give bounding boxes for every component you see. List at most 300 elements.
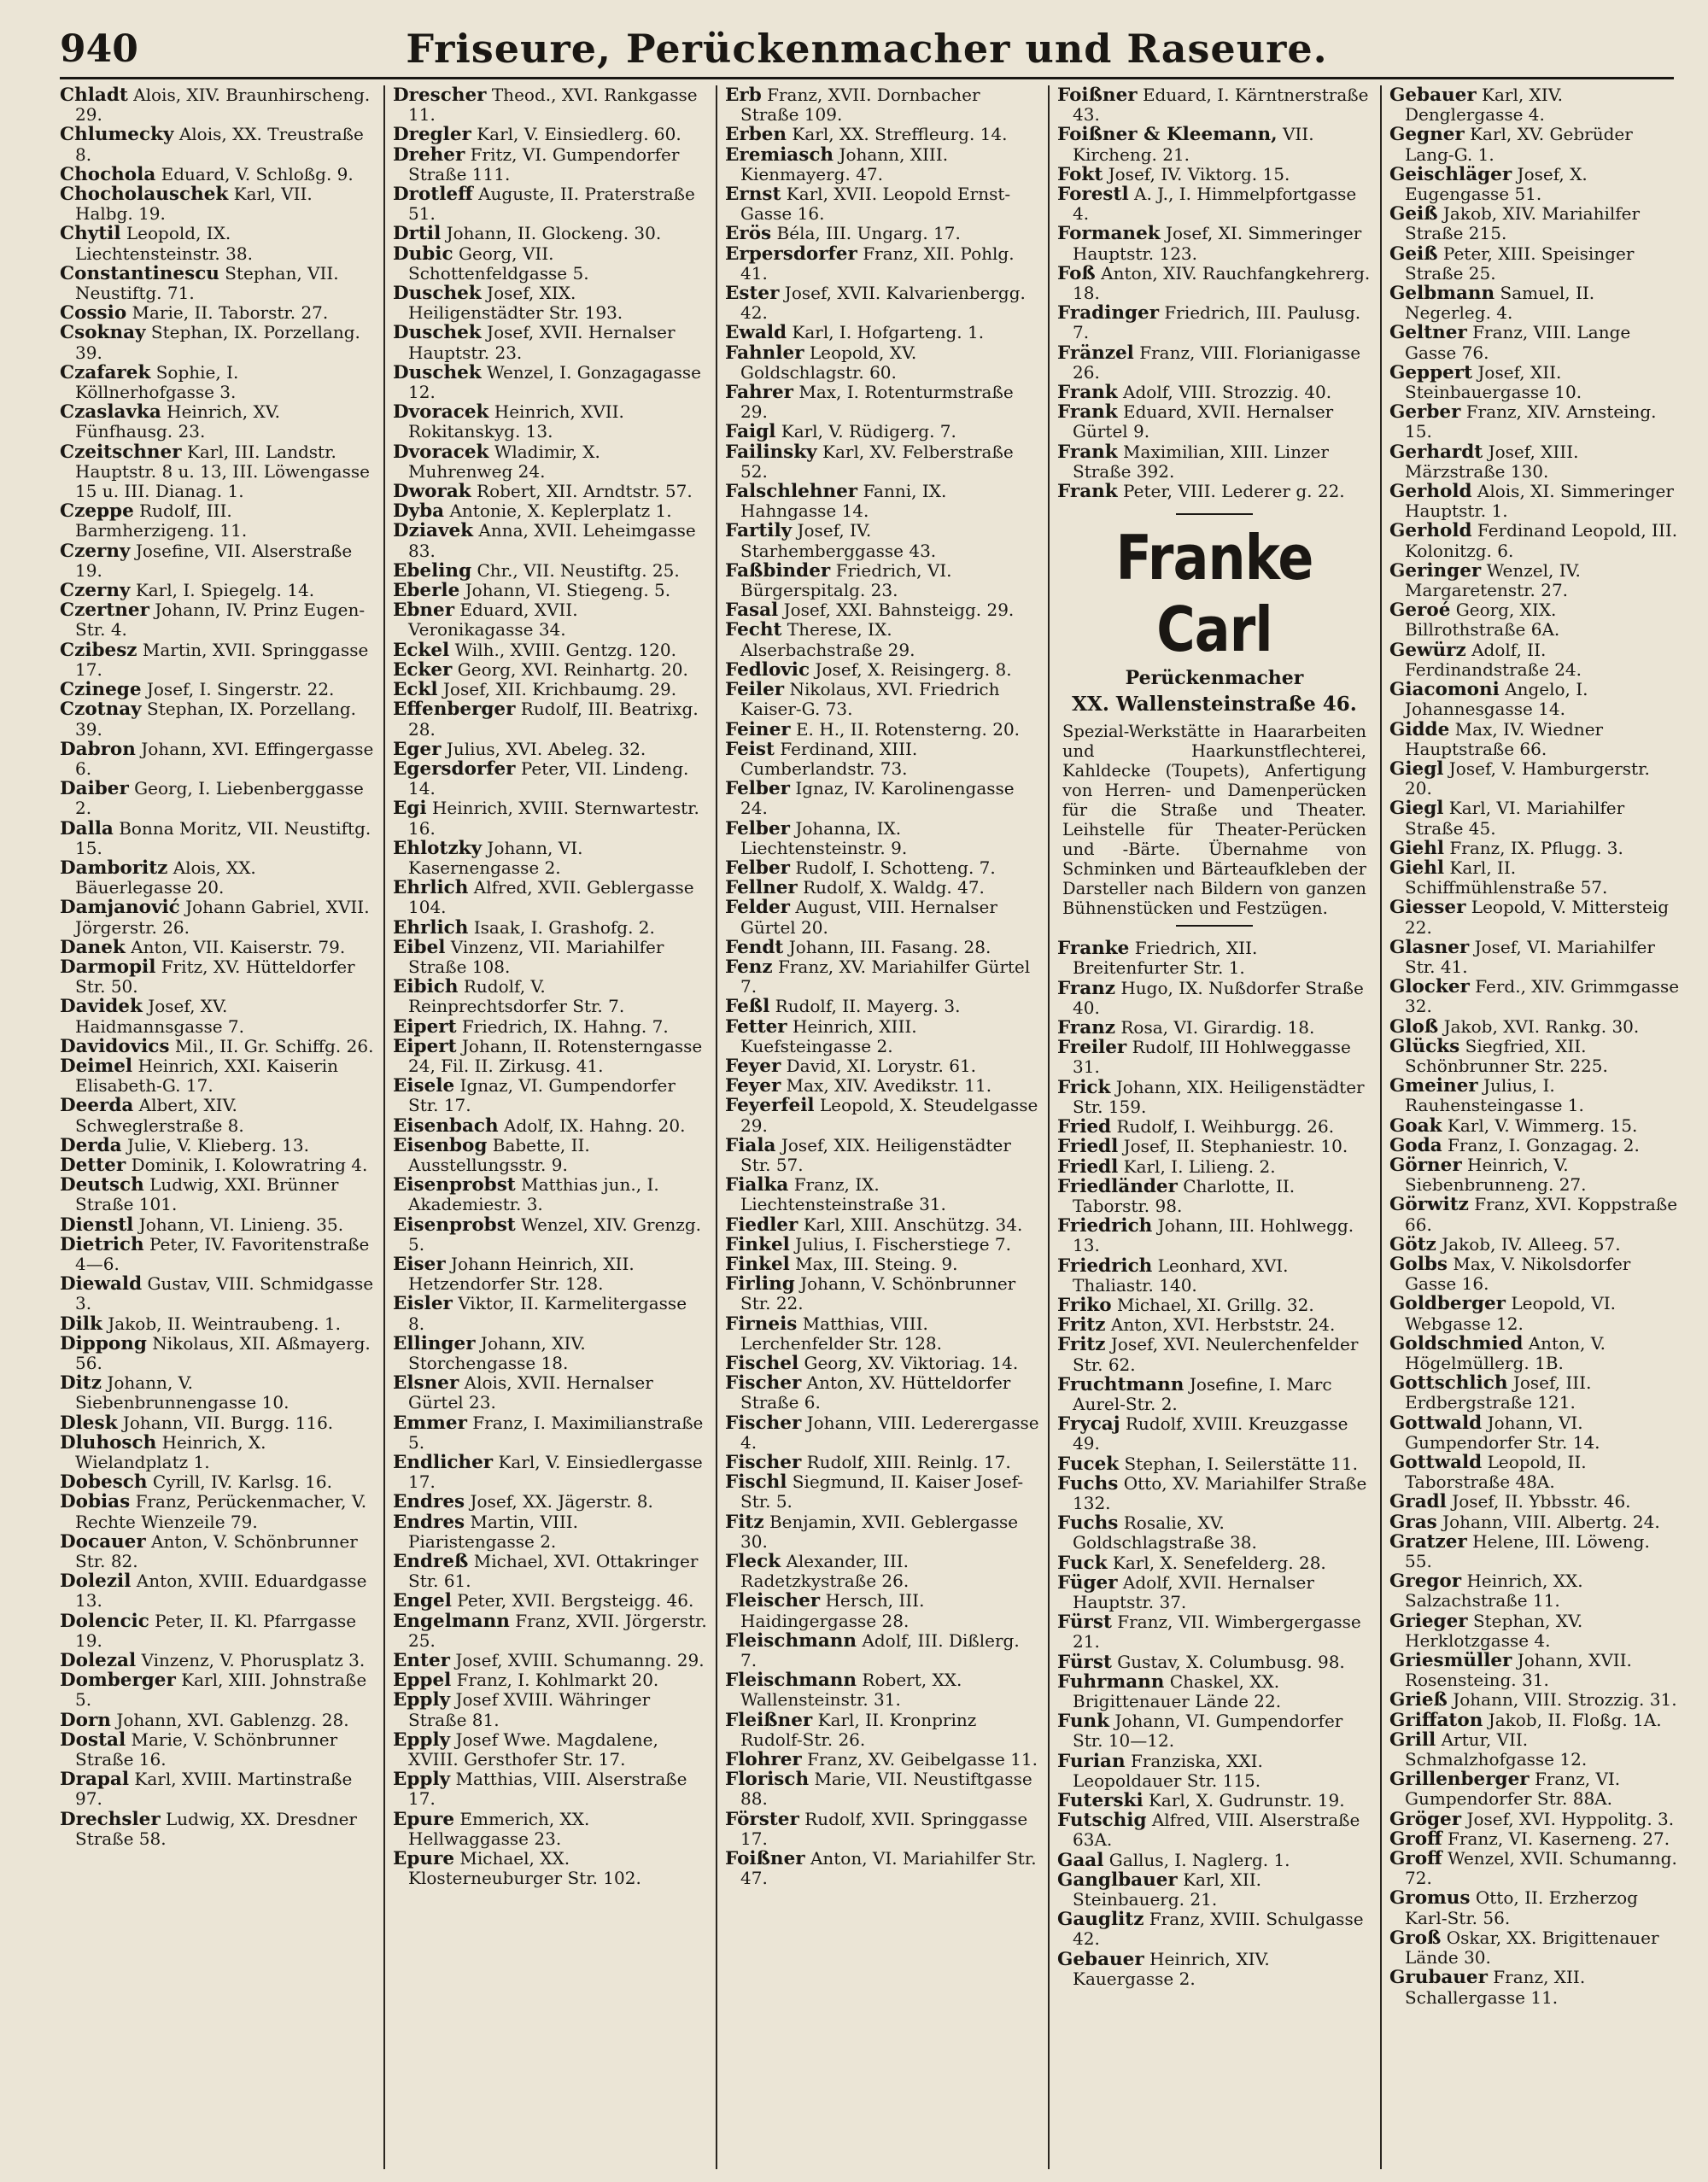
entry-surname: Drtil [393, 223, 442, 245]
entry-details: Heinrich, XIV. Kauergasse 2. [1073, 1948, 1270, 1989]
directory-entry [60, 303, 374, 323]
entry-details: Adolf, XVII. Hernalser Hauptstr. 37. [1073, 1571, 1314, 1612]
entry-details: Alois, XI. Simmeringer Hauptstr. 1. [1405, 481, 1674, 522]
entry-details: Josef, XII. Steinbauergasse 10. [1405, 361, 1582, 403]
entry-details: Nikolaus, XVI. Friedrich Kaiser-G. 73. [740, 679, 1000, 720]
entry-surname: Erös [725, 223, 772, 245]
directory-entry [1389, 1235, 1680, 1255]
directory-entry [1389, 938, 1680, 977]
directory-entry [1057, 482, 1372, 501]
entry-surname: Drescher [393, 85, 487, 106]
entry-details: Josef, VI. Mariahilfer Str. 41. [1405, 936, 1655, 977]
entry-surname: Formanek [1057, 223, 1161, 245]
directory-entry [393, 581, 707, 600]
entry-surname: Ecker [393, 658, 453, 681]
entry-surname: Goda [1389, 1134, 1442, 1156]
entry-details: Julius, I. Fischerstiege 7. [795, 1233, 1011, 1255]
entry-surname: Gottwald [1389, 1452, 1483, 1474]
directory-entry [725, 858, 1039, 878]
entry-details: Franz, XVII. Dornbacher Straße 109. [740, 85, 980, 126]
directory-entry [393, 1591, 707, 1611]
entry-details: Adolf, II. Ferdinandstraße 24. [1405, 639, 1582, 680]
entry-surname: Friedl [1057, 1136, 1119, 1158]
directory-entry [1389, 1730, 1680, 1770]
directory-entry [60, 1433, 374, 1472]
directory-entry [1057, 1474, 1372, 1513]
entry-surname: Fiedler [725, 1214, 798, 1236]
entry-details: Alois, XVII. Hernalser Gürtel 23. [408, 1372, 653, 1413]
directory-entry [393, 284, 707, 323]
entry-details: Josef, XIX. Heiligenstädter Str. 57. [740, 1134, 1011, 1175]
entry-surname: Fucek [1057, 1453, 1120, 1475]
entry-details: Karl, XIII. Johnstraße 5. [75, 1670, 367, 1711]
entry-details: Johann, VIII. Lederergasse 4. [740, 1412, 1039, 1453]
directory-entry [393, 521, 707, 560]
entry-details: Heinrich, XV. Fünfhausg. 23. [75, 401, 280, 442]
entry-surname: Friedrich [1057, 1215, 1153, 1237]
directory-entry [1389, 482, 1680, 521]
directory-entry [725, 1770, 1039, 1809]
entry-details: Auguste, II. Praterstraße 51. [408, 184, 695, 225]
entry-details: Robert, XII. Arndtstr. 57. [477, 481, 693, 502]
entry-details: Heinrich, XVII. Rokitanskyg. 13. [408, 401, 624, 442]
entry-details: Adolf, III. Dißlerg. 7. [740, 1629, 1020, 1671]
entry-surname: Giehl [1389, 857, 1445, 879]
entry-surname: Diewald [60, 1273, 143, 1296]
entry-surname: Dolencic [60, 1610, 149, 1632]
entry-details: Karl, XII. Steinbauerg. 21. [1073, 1869, 1262, 1910]
entry-surname: Fecht [725, 619, 782, 641]
entry-details: Emmerich, XX. Hellwaggasse 23. [408, 1808, 590, 1849]
column-4 [1057, 85, 1372, 2169]
directory-entry [60, 165, 374, 184]
entry-surname: Fritz [1057, 1334, 1106, 1356]
directory-entry [725, 284, 1039, 323]
entry-details: Karl, I. Hofgarteng. 1. [792, 322, 985, 343]
entry-surname: Fischer [725, 1412, 802, 1434]
entry-details: Johann, XIX. Heiligenstädter Str. 159. [1073, 1076, 1365, 1117]
entry-surname: Dworak [393, 481, 471, 503]
directory-entry [1057, 85, 1372, 125]
entry-surname: Dostal [60, 1729, 126, 1751]
entry-details: Karl, V. Einsiedlergasse 17. [408, 1452, 703, 1493]
entry-details: Franz, I. Kohlmarkt 20. [456, 1670, 659, 1691]
entry-surname: Czerny [60, 580, 131, 602]
directory-entry [1389, 1690, 1680, 1710]
entry-surname: Elsner [393, 1372, 459, 1395]
directory-entry [1057, 1018, 1372, 1038]
entry-details: Karl, V. Einsiedlerg. 60. [477, 124, 681, 145]
entry-surname: Detter [60, 1154, 126, 1176]
entry-details: Ferd., XIV. Grimmgasse 32. [1405, 976, 1680, 1017]
entry-details: Jakob, II. Weintraubeng. 1. [108, 1313, 341, 1334]
directory-entry [1057, 1454, 1372, 1474]
directory-entry [1389, 125, 1680, 164]
directory-entry [60, 1571, 374, 1611]
entry-surname: Felber [725, 857, 790, 879]
entry-details: Alois, XX. Treustraße 8. [75, 124, 364, 165]
entry-details: Josef, XVI. Neulerchenfelder Str. 62. [1073, 1334, 1359, 1375]
entry-details: Heinrich, XXI. Kaiserin Elisabeth-G. 17. [75, 1055, 339, 1097]
column-2 [393, 85, 707, 2169]
directory-entry [1389, 759, 1680, 799]
column-divider [383, 85, 385, 2169]
entry-details: Cyrill, IV. Karlsg. 16. [152, 1471, 332, 1493]
entry-details: Johann, XIII. Kienmayerg. 47. [740, 143, 949, 184]
entry-surname: Drechsler [60, 1808, 161, 1830]
directory-entry [725, 620, 1039, 659]
entry-details: Max, I. Rotenturmstraße 29. [740, 382, 1014, 423]
directory-entry [393, 323, 707, 362]
directory-entry [725, 1076, 1039, 1096]
entry-surname: Failinsky [725, 441, 817, 463]
directory-entry [393, 1413, 707, 1453]
directory-entry [60, 1334, 374, 1373]
entry-details: Johann, VI. Stiegeng. 5. [465, 580, 671, 601]
directory-entry [60, 224, 374, 263]
entry-surname: Fradinger [1057, 302, 1160, 325]
entry-details: Alois, XIV. Braunhirscheng. 29. [75, 85, 371, 126]
directory-entry [725, 422, 1039, 442]
entry-surname: Czeitschner [60, 441, 182, 463]
entry-surname: Eisenbog [393, 1134, 488, 1156]
entry-surname: Danek [60, 936, 126, 958]
entry-details: Anton, XIV. Rauchfangkehrerg. 18. [1073, 262, 1371, 304]
directory-entry [1057, 125, 1372, 164]
directory-entry [1389, 1413, 1680, 1453]
entry-surname: Feiler [725, 679, 785, 701]
directory-entry [1389, 363, 1680, 402]
directory-entry [60, 264, 374, 303]
entry-details: Johann, VI. Linieng. 35. [138, 1214, 344, 1235]
directory-entry [1389, 1829, 1680, 1849]
directory-entry [393, 1810, 707, 1849]
advertisement-description: Spezial-Werkstätte in Haararbeiten und Haarkunstflechterei, Kahldecke (Toupets), Anfertigung von Herren- und Damenperücken für die Straße und Theater. Leihstelle für Theater-Perücken und -Bärte. Übernahme von Schminken und Bärteaufkleben der Darsteller nach Bildern von ganzen Bühnenstücken und Festzügen. [1062, 722, 1366, 919]
directory-entry [393, 224, 707, 243]
entry-details: Jakob, XIV. Mariahilfer Straße 215. [1405, 203, 1641, 244]
entry-surname: Feyer [725, 1055, 781, 1077]
entry-surname: Fedlovic [725, 658, 810, 681]
entry-surname: Fürst [1057, 1651, 1112, 1673]
directory-entry [1389, 1294, 1680, 1333]
entry-surname: Damjanović [60, 897, 180, 919]
directory-entry [60, 1670, 374, 1710]
directory-entry [60, 363, 374, 402]
entry-details: E. H., II. Rotensterng. 20. [795, 718, 1021, 740]
column-divider [716, 85, 717, 2169]
directory-entry [393, 1512, 707, 1552]
entry-details: Franz, XII. Pohlg. 41. [740, 243, 1015, 284]
entry-surname: Gebauer [1389, 85, 1477, 106]
column-5 [1389, 85, 1680, 2169]
directory-entry [725, 244, 1039, 284]
entry-surname: Engel [393, 1590, 452, 1612]
entry-details: Josef, XVII. Kalvarienbergg. 42. [740, 283, 1026, 324]
entry-surname: Geppert [1389, 361, 1473, 383]
directory-entry [393, 878, 707, 917]
directory-entry [725, 224, 1039, 243]
directory-entry [725, 1472, 1039, 1512]
directory-entry [1389, 1888, 1680, 1928]
entry-surname: Fiala [725, 1134, 776, 1156]
directory-entry [60, 1096, 374, 1135]
directory-entry [393, 1037, 707, 1076]
entry-details: A. J., I. Himmelpfortgasse 4. [1073, 184, 1357, 225]
entry-surname: Gottschlich [1389, 1372, 1508, 1395]
entry-surname: Foißner [725, 1848, 805, 1870]
entry-details: Josef, IV. Viktorg. 15. [1108, 163, 1290, 184]
entry-surname: Foißner & Kleemann, [1057, 124, 1278, 146]
entry-surname: Erpersdorfer [725, 243, 857, 265]
entry-details: Josef, IV. Starhemberggasse 43. [740, 520, 937, 561]
directory-entry [1389, 1512, 1680, 1532]
entry-details: Johann, VI. Kasernengasse 2. [408, 837, 583, 878]
directory-entry [1389, 323, 1680, 362]
entry-details: Franz, VIII. Lange Gasse 76. [1405, 322, 1631, 363]
entry-details: Josef, III. Erdbergstraße 121. [1405, 1372, 1592, 1413]
entry-details: Wenzel, XIV. Grenzg. 5. [408, 1214, 701, 1255]
entry-details: Johanna, IX. Liechtensteinstr. 9. [740, 817, 908, 858]
directory-entry [60, 680, 374, 699]
entry-details: Ignaz, IV. Karolinengasse 24. [740, 778, 1015, 819]
directory-entry [60, 1532, 374, 1571]
directory-entry [1057, 1553, 1372, 1573]
entry-surname: Chochola [60, 163, 156, 185]
entry-surname: Csoknay [60, 322, 146, 344]
directory-entry [1057, 1414, 1372, 1454]
entry-surname: Endres [393, 1491, 465, 1513]
entry-details: Josef, II. Ybbsstr. 46. [1452, 1491, 1631, 1512]
entry-details: Bonna Moritz, VII. Neustiftg. 15. [75, 817, 371, 858]
directory-entry [1389, 1155, 1680, 1195]
directory-entry [1057, 1177, 1372, 1216]
entry-surname: Fahrer [725, 382, 793, 404]
entry-surname: Goak [1389, 1114, 1442, 1137]
entry-surname: Giegl [1389, 798, 1444, 820]
entry-details: Josef, XXI. Bahnsteigg. 29. [783, 600, 1015, 621]
entry-surname: Groff [1389, 1848, 1442, 1870]
directory-entry [60, 1373, 374, 1413]
directory-entry [393, 1770, 707, 1809]
directory-entry [60, 85, 374, 125]
directory-entry [1389, 1928, 1680, 1968]
directory-entry [60, 1314, 374, 1334]
directory-entry [725, 997, 1039, 1016]
entry-surname: Epply [393, 1769, 451, 1791]
entry-surname: Gidde [1389, 718, 1450, 740]
entry-surname: Fuchs [1057, 1472, 1119, 1495]
entry-details: Rudolf, III. Barmherzigeng. 11. [75, 500, 248, 541]
entry-surname: Forestl [1057, 184, 1129, 206]
entry-details: Alexander, III. Radetzkystraße 26. [740, 1551, 910, 1592]
directory-entry [393, 839, 707, 878]
entry-details: Peter, IV. Favoritenstraße 4—6. [75, 1233, 370, 1274]
directory-entry [725, 1314, 1039, 1354]
entry-details: Helene, III. Löweng. 55. [1405, 1530, 1650, 1572]
entry-surname: Feist [725, 738, 775, 760]
entry-surname: Eisele [393, 1075, 455, 1097]
entry-surname: Gregor [1389, 1571, 1462, 1593]
entry-surname: Groß [1389, 1927, 1442, 1949]
entry-surname: Duschek [393, 361, 482, 383]
directory-entry [725, 383, 1039, 422]
entry-surname: Fleischmann [725, 1670, 857, 1692]
entry-details: Anton, XVI. Herbststr. 24. [1110, 1314, 1336, 1336]
entry-surname: Feßl [725, 996, 770, 1018]
entry-details: Oskar, XX. Brigittenauer Lände 30. [1405, 1927, 1659, 1968]
entry-surname: Griffaton [1389, 1709, 1483, 1731]
directory-entry [725, 1631, 1039, 1670]
entry-details: Max, XIV. Avedikstr. 11. [786, 1075, 992, 1097]
entry-surname: Dietrich [60, 1233, 144, 1255]
directory-entry [1389, 442, 1680, 482]
entry-details: Heinrich, XIII. Kuefsteingasse 2. [740, 1015, 917, 1056]
entry-details: Josef, XII. Krichbaumg. 29. [442, 679, 677, 700]
directory-entry [393, 1294, 707, 1333]
directory-entry [393, 363, 707, 402]
entry-details: Michael, XX. Klosterneuburger Str. 102. [408, 1848, 641, 1889]
entry-surname: Eibel [393, 936, 446, 958]
entry-details: Siegmund, II. Kaiser Josef-Str. 5. [740, 1471, 1024, 1512]
directory-entry [393, 1730, 707, 1770]
directory-entry [725, 680, 1039, 719]
directory-entry [60, 858, 374, 898]
directory-entry [725, 1235, 1039, 1255]
directory-entry [393, 740, 707, 759]
entry-details: Peter, VII. Lindeng. 14. [408, 758, 689, 799]
entry-surname: Dolezal [60, 1650, 137, 1672]
directory-entry [725, 1354, 1039, 1373]
entry-details: Matthias, VIII. Lerchenfelder Str. 128. [740, 1313, 943, 1354]
directory-entry [1057, 1038, 1372, 1077]
directory-entry [1389, 1492, 1680, 1512]
entry-details: Josef XVIII. Währinger Straße 81. [408, 1689, 651, 1730]
entry-surname: Ganglbauer [1057, 1869, 1178, 1891]
entry-details: Josef, XIII. Märzstraße 130. [1405, 441, 1579, 482]
entry-details: Alfred, XVII. Geblergasse 104. [408, 877, 694, 918]
directory-entry [725, 1056, 1039, 1076]
entry-details: Angelo, I. Johannesgasse 14. [1405, 679, 1588, 720]
directory-entry [725, 1591, 1039, 1630]
entry-surname: Geringer [1389, 559, 1482, 582]
entry-details: VII. Kircheng. 21. [1073, 124, 1314, 165]
directory-entry [1389, 839, 1680, 858]
entry-details: Franz, VI. Gumpendorfer Str. 88A. [1405, 1769, 1621, 1810]
entry-surname: Erben [725, 124, 787, 146]
entry-surname: Fritz [1057, 1314, 1106, 1337]
directory-entry [1389, 1849, 1680, 1888]
directory-entry [725, 740, 1039, 779]
directory-entry [393, 1334, 707, 1373]
entry-details: Friedrich, XII. Breitenfurter Str. 1. [1073, 938, 1258, 979]
entry-surname: Görwitz [1389, 1194, 1469, 1216]
entry-details: Leopold, X. Steudelgasse 29. [740, 1095, 1038, 1136]
directory-entry [1389, 1136, 1680, 1155]
entry-details: Wladimir, X. Muhrenweg 24. [408, 441, 600, 482]
page-number: 940 [60, 27, 138, 71]
entry-details: Franz, I. Gonzagag. 2. [1448, 1134, 1640, 1155]
directory-entry [725, 1373, 1039, 1413]
entry-details: Vinzenz, VII. Mariahilfer Straße 108. [408, 936, 664, 977]
directory-entry [60, 1136, 374, 1155]
entry-surname: Czinege [60, 679, 142, 701]
entry-details: Dominik, I. Kolowratring 4. [131, 1154, 368, 1175]
entry-details: Karl, XIV. Denglergasse 4. [1405, 85, 1563, 126]
entry-details: Josef, X. Eugengasse 51. [1405, 163, 1588, 205]
entry-details: Matthias jun., I. Akademiestr. 3. [408, 1174, 659, 1215]
entry-surname: Fischl [725, 1471, 787, 1494]
entry-details: Franz, XV. Geibelgasse 11. [807, 1749, 1038, 1770]
entry-surname: Foißner [1057, 85, 1138, 106]
entry-details: Karl, VI. Mariahilfer Straße 45. [1405, 798, 1625, 839]
entry-surname: Fränzel [1057, 342, 1134, 364]
entry-details: Karl, I. Lilieng. 2. [1123, 1155, 1276, 1177]
directory-entry [60, 1056, 374, 1096]
entry-details: Isaak, I. Grashofg. 2. [473, 916, 655, 938]
directory-entry [1057, 1256, 1372, 1296]
entry-surname: Franz [1057, 977, 1115, 999]
directory-entry [393, 442, 707, 482]
entry-surname: Fellner [725, 877, 798, 899]
entry-details: Georg, XV. Viktoriag. 14. [804, 1353, 1019, 1373]
entry-details: Fanni, IX. Hahngasse 14. [740, 481, 947, 522]
page-header [60, 24, 1674, 79]
entry-surname: Geltner [1389, 322, 1467, 344]
entry-details: Otto, II. Erzherzog Karl-Str. 56. [1405, 1887, 1638, 1928]
directory-entry [1389, 1334, 1680, 1373]
entry-surname: Endreß [393, 1551, 469, 1573]
entry-surname: Czeppe [60, 500, 134, 523]
entry-details: Ignaz, VI. Gumpendorfer Str. 17. [408, 1075, 676, 1116]
entry-surname: Grieß [1389, 1689, 1448, 1711]
directory-entry [725, 898, 1039, 937]
entry-surname: Gewürz [1389, 639, 1466, 661]
directory-entry [725, 323, 1039, 342]
entry-details: Karl, II. Kronprinz Rudolf-Str. 26. [740, 1709, 977, 1750]
entry-details: Hugo, IX. Nußdorfer Straße 40. [1073, 977, 1364, 1018]
entry-details: Stephan, IX. Porzellang. 39. [75, 699, 357, 740]
entry-surname: Epply [393, 1689, 451, 1711]
entry-details: David, XI. Lorystr. 61. [786, 1055, 977, 1076]
entry-details: Ludwig, XX. Dresdner Straße 58. [75, 1808, 357, 1849]
entry-surname: Görner [1389, 1154, 1462, 1176]
entry-details: Leonhard, XVI. Thaliastr. 140. [1073, 1255, 1289, 1296]
directory-entry [393, 759, 707, 799]
directory-entry [60, 1155, 374, 1175]
entry-details: Karl, X. Gudrunstr. 19. [1148, 1790, 1345, 1811]
entry-details: Michael, XVI. Ottakringer Str. 61. [408, 1551, 699, 1592]
entry-surname: Eisenprobst [393, 1174, 516, 1196]
entry-surname: Furian [1057, 1750, 1126, 1772]
entry-surname: Czerny [60, 540, 131, 562]
directory-entry [60, 1711, 374, 1730]
entry-details: Josef, XIX. Heiligenstädter Str. 193. [408, 283, 623, 324]
entry-surname: Faigl [725, 421, 776, 443]
entry-details: Eduard, V. Schloßg. 9. [161, 163, 354, 184]
entry-surname: Czibesz [60, 639, 137, 661]
entry-details: Karl, II. Schiffmühlenstraße 57. [1405, 857, 1608, 898]
entry-surname: Egersdorfer [393, 758, 516, 780]
entry-surname: Czafarek [60, 361, 151, 383]
entry-details: Karl, XVIII. Martinstraße 97. [75, 1769, 353, 1810]
entry-surname: Czotnay [60, 699, 142, 721]
entry-surname: Florisch [725, 1769, 810, 1791]
directory-entry [1057, 1791, 1372, 1811]
directory-entry [1389, 1571, 1680, 1611]
entry-details: Johann, VII. Burgg. 116. [122, 1412, 334, 1433]
entry-surname: Engelmann [393, 1610, 510, 1632]
directory-entry [1389, 165, 1680, 204]
